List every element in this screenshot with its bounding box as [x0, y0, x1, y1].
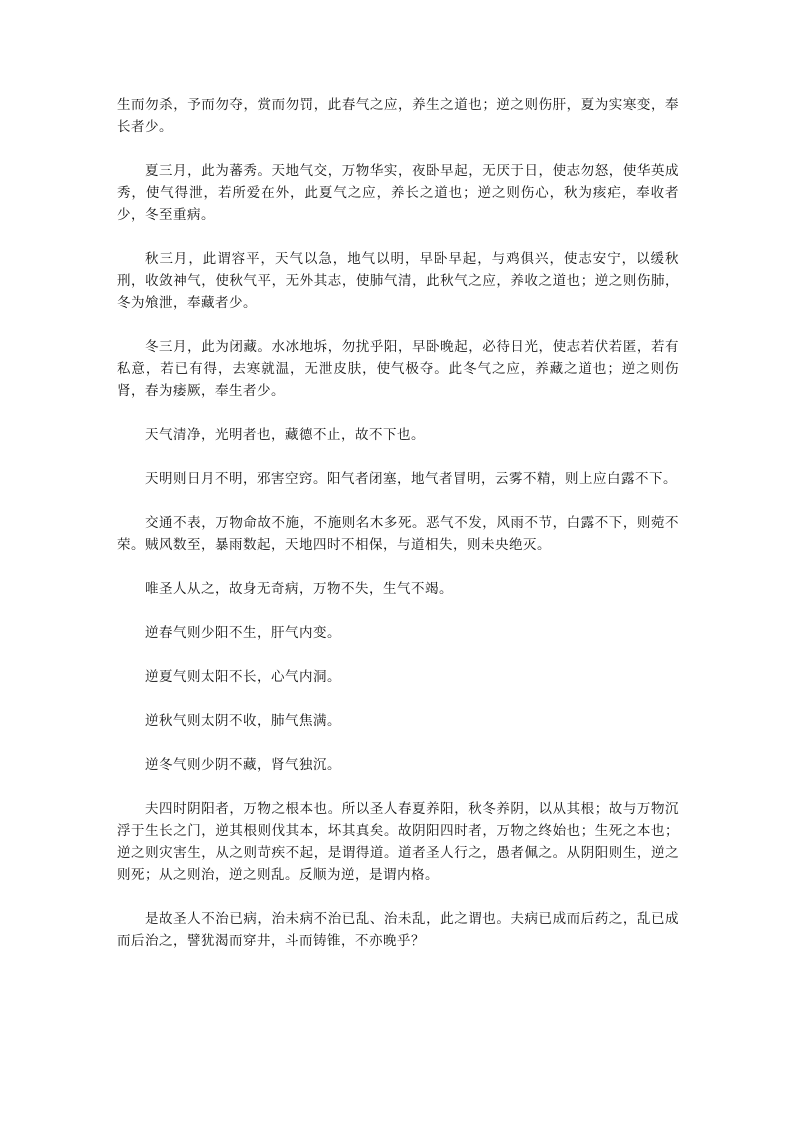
paragraph-sage: 唯圣人从之，故身无奇病，万物不失，生气不竭。: [145, 581, 453, 597]
paragraph-against-autumn: 逆秋气则太阴不收，肺气焦满。: [145, 713, 341, 729]
paragraph-against-spring: 逆春气则少阳不生，肝气内变。: [145, 625, 341, 641]
paragraph-winter: 冬三月，此为闭藏。水冰地坼，勿扰乎阳，早卧晚起，必待日光，使志若伏若匿，若有私意，若已有得，去寒就温，无泄皮肤，使气极夺。此冬气之应，养藏之道也；逆之则伤肾，春为痿厥，奉生者少。: [117, 339, 679, 399]
document-page: [117, 94, 679, 974]
paragraph-communication: 交通不表，万物命故不施，不施则名木多死。恶气不发，风雨不节，白露不下，则菀不荣。贼风数至，暴雨数起，天地四时不相保，与道相失，则未央绝灭。: [117, 515, 679, 553]
paragraph-autumn: 秋三月，此谓容平，天气以急，地气以明，早卧早起，与鸡俱兴，使志安宁，以缓秋刑，收敛神气，使秋气平，无外其志，使肺气清，此秋气之应，养收之道也；逆之则伤肺，冬为飧泄，奉藏者少。: [117, 251, 679, 311]
paragraph-summer: 夏三月，此为蕃秀。天地气交，万物华实，夜卧早起，无厌于日，使志勿怒，使华英成秀，使气得泄，若所爱在外，此夏气之应，养长之道也；逆之则伤心，秋为痎疟，奉收者少，冬至重病。: [117, 163, 679, 223]
paragraph-prevention: 是故圣人不治已病，治未病不治已乱、治未乱，此之谓也。夫病已成而后药之，乱已成而后治之，譬犹渴而穿井，斗而铸锥，不亦晚乎？: [117, 911, 679, 949]
paragraph-heaven-bright: 天明则日月不明，邪害空窍。阳气者闭塞，地气者冒明，云雾不精，则上应白露不下。: [145, 471, 677, 487]
paragraph-four-seasons-yin-yang: 夫四时阴阳者，万物之根本也。所以圣人春夏养阳，秋冬养阴，以从其根；故与万物沉浮于生长之门，逆其根则伐其本，坏其真矣。故阴阳四时者，万物之终始也；生死之本也；逆之则灾害生，从之则苛疾不起，是谓得道。道者圣人行之，愚者佩之。从阴阳则生，逆之则死；从之则治，逆之则乱。反顺为逆，是谓内格。: [117, 801, 679, 883]
paragraph-against-winter: 逆冬气则少阴不藏，肾气独沉。: [145, 757, 341, 773]
paragraph-spring-continuation: 生而勿杀，予而勿夺，赏而勿罚，此春气之应，养生之道也；逆之则伤肝，夏为实寒变，奉长者少。: [117, 97, 679, 135]
paragraph-heaven-qi: 天气清净，光明者也，藏德不止，故不下也。: [145, 427, 425, 443]
paragraph-against-summer: 逆夏气则太阳不长，心气内洞。: [145, 669, 341, 685]
